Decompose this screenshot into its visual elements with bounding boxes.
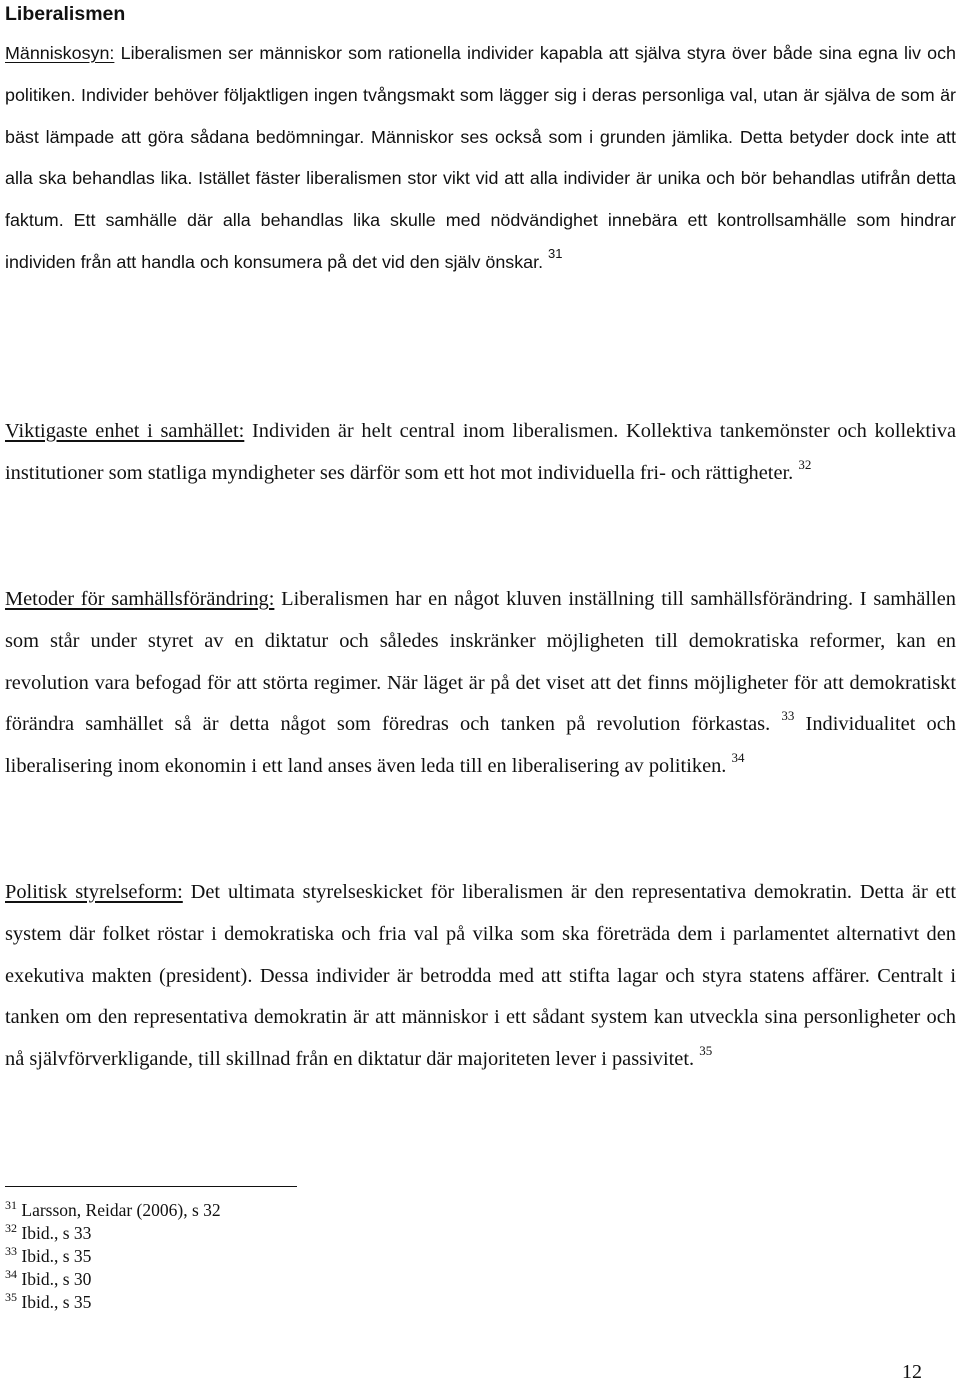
paragraph-styrelseform [5,872,956,1081]
footnote-text: Ibid., s 33 [21,1223,92,1244]
footnote-number: 35 [5,1290,17,1305]
footnote-reference: 34 [731,750,745,766]
paragraph-manniskosyn [5,33,956,284]
footnote-list [5,1199,221,1314]
footnote-reference: 33 [781,708,795,724]
paragraph-text: Liberalismen har en något kluven inställning till samhällsförändring. I samhällen som står under styret av en diktatur och således inskränker möjligheten till demokratiska reformer, kan en revolution vara befogad för att störta regimer. När läget är på det viset att det finns möjligheter för att demokratiskt förändra samhället så är detta något som föredras och tanken på revolution förkastas. [5,588,956,736]
footnote-text: Ibid., s 35 [21,1246,92,1267]
footnote-number: 34 [5,1267,17,1282]
footnote [5,1268,221,1291]
paragraph-metoder [5,579,956,788]
page-number: 12 [902,1361,922,1383]
footnote [5,1199,221,1222]
footnote-number: 31 [5,1198,17,1212]
footnote-text: Ibid., s 30 [21,1269,92,1290]
paragraph-label: Människosyn: [5,43,115,63]
footnote [5,1222,221,1245]
footnote-number: 33 [5,1244,17,1259]
paragraph-viktigaste-enhet [5,411,956,495]
footnote-text: Larsson, Reidar (2006), s 32 [21,1200,221,1220]
paragraph-text: Liberalismen ser människor som rationella individer kapabla att själva styra över både sina egna liv och politiken. Individer behöver följaktligen ingen tvångsmakt som lägger sig i deras personliga val, utan är själva de som är bäst lämpade att göra sådana bedömningar. Människor ses också som i grunden jämlika. Detta betyder dock inte att alla ska behandlas lika. Istället fäster liberalismen stor vikt vid att alla individer är unika och bör behandlas utifrån detta faktum. Ett samhälle där alla behandlas lika skulle med nödvändighet innebära ett kontrollsamhälle som hindrar individen från att handla och konsumera på det vid den själv önskar. [5,43,956,272]
footnote-text: Ibid., s 35 [21,1292,92,1313]
section-title: Liberalismen [5,3,126,25]
paragraph-label: Viktigaste enhet i samhället: [5,420,245,442]
paragraph-label: Metoder för samhällsförändring: [5,588,275,610]
footnote-reference: 31 [548,245,563,261]
footnote-reference: 32 [798,456,812,472]
paragraph-text-continued: Individualitet och liberalisering inom ekonomin i ett land anses även leda till en liberalisering av politiken. [5,713,956,778]
footnote-reference: 35 [699,1043,713,1059]
footnote-number: 32 [5,1221,17,1236]
footnote [5,1291,221,1314]
footnote-separator [5,1186,297,1187]
paragraph-label: Politisk styrelseform: [5,881,183,903]
paragraph-text: Det ultimata styrelseskicket för liberalismen är den representativa demokratin. Detta är ett system där folket röstar i demokratiska och fria val på vilka som ska företräda dem i parlamentet alternativt den exekutiva makten (president). Dessa individer är betrodda med att stifta lagar och styra statens affärer. Centralt i tanken om den representativa demokratin är att människor i ett sådant system kan utveckla sina personligheter och nå självförverkligande, till skillnad från en diktatur där majoriteten lever i passivitet. [5,881,956,1071]
footnote [5,1245,221,1268]
paragraph-text: Individen är helt central inom liberalismen. Kollektiva tankemönster och kollektiva institutioner som statliga myndigheter ses därför som ett hot mot individuella fri- och rättigheter. [5,420,957,484]
